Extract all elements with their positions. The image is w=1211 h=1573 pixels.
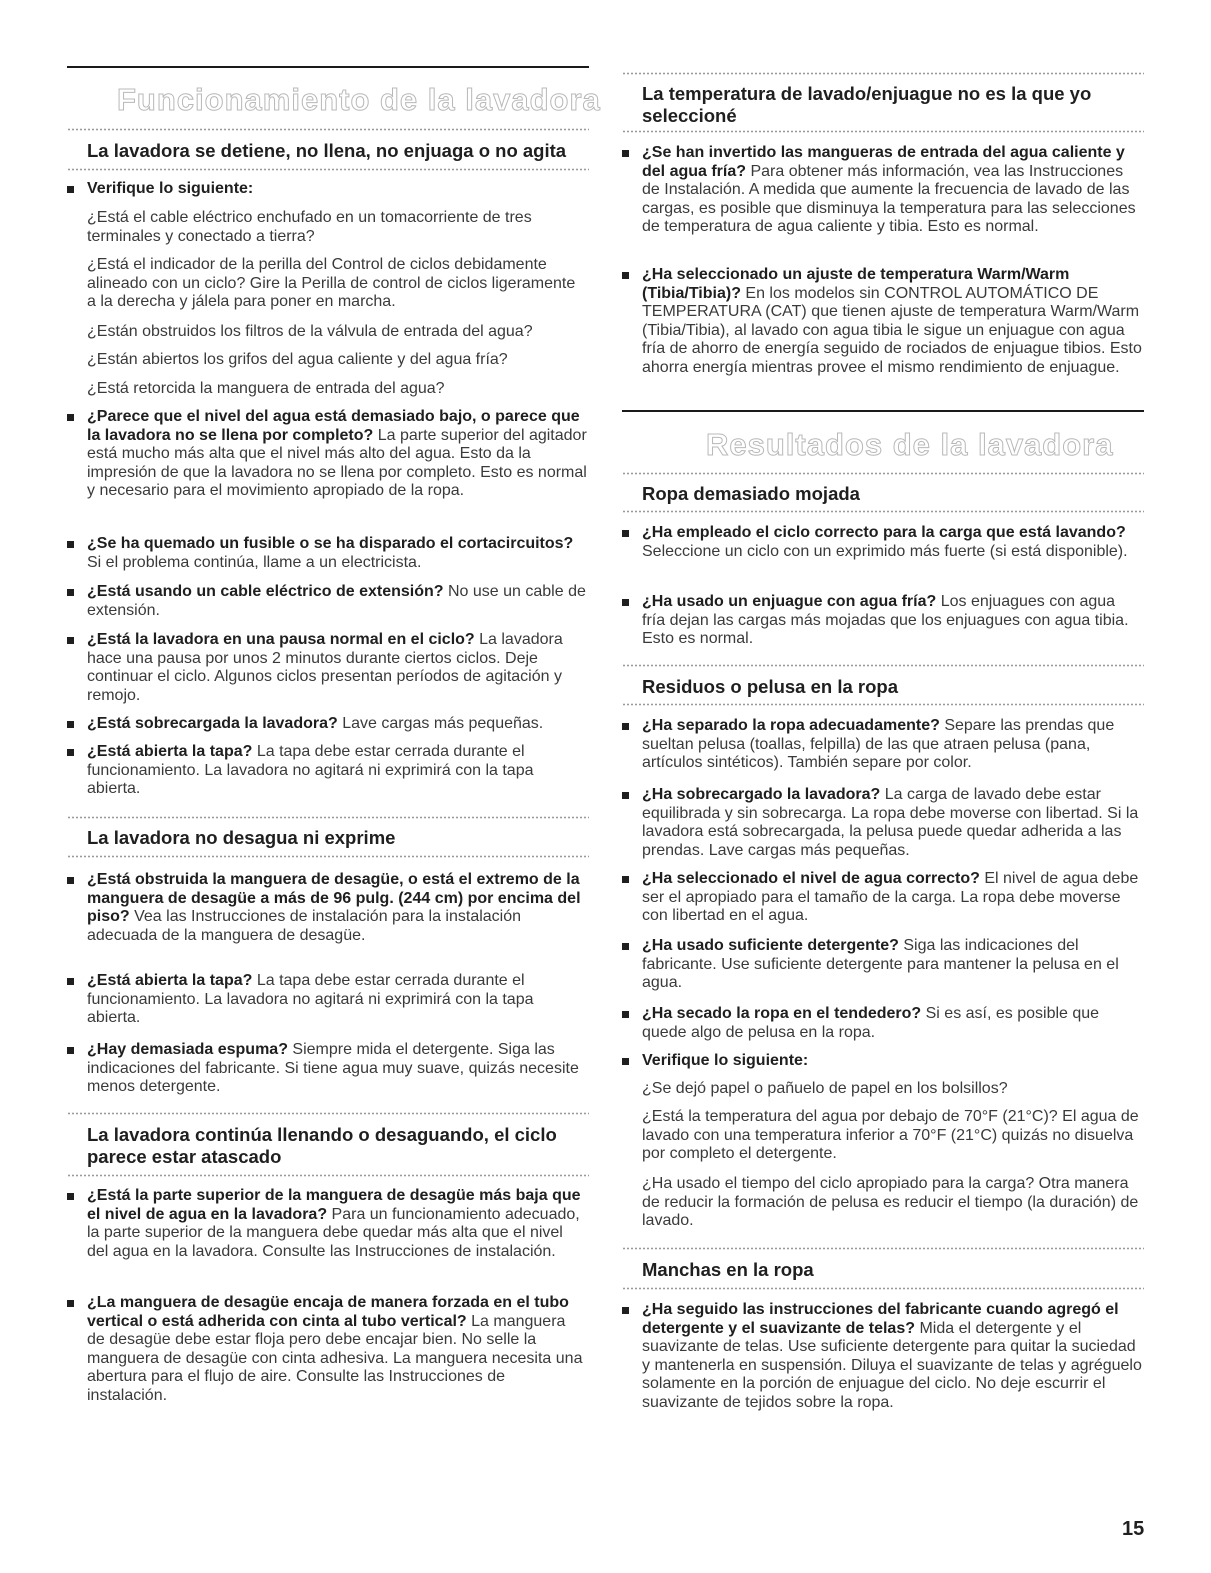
list-item: ¿Se ha quemado un fusible o se ha disparado el cortacircuitos? Si el problema continúa, llame a un electricista. bbox=[87, 535, 574, 571]
list-item: ¿Está la lavadora en una pausa normal en el ciclo? La lavadora hace una pausa por unos 2 minutos durante ciertos ciclos. Deje continuar el ciclo. Algunos ciclos presentan períodos de agitación y remojo. bbox=[87, 631, 563, 704]
bullet-icon bbox=[67, 1193, 74, 1200]
bullet-icon bbox=[67, 978, 74, 985]
list-item: ¿Se han invertido las mangueras de entrada del agua caliente y del agua fría? Para obtener más información, vea las Instrucciones de Instalación. A medida que aumente la frecuencia de lavado de las cargas, es posible que disminuya la temperatura para las selecciones de temperatura de agua caliente y tibia. Esto es normal. bbox=[642, 144, 1136, 236]
section-rule bbox=[622, 410, 1144, 412]
check-item: ¿Están abiertos los grifos del agua caliente y del agua fría? bbox=[87, 351, 508, 368]
bullet-icon bbox=[67, 414, 74, 421]
dotted-divider bbox=[622, 1287, 1144, 1290]
check-item: ¿Está el cable eléctrico enchufado en un tomacorriente de tres terminales y conectado a tierra? bbox=[87, 209, 532, 245]
list-item: ¿Hay demasiada espuma? Siempre mida el detergente. Siga las indicaciones del fabricante. Si tiene agua muy suave, quizás necesite menos detergente. bbox=[87, 1041, 579, 1096]
bullet-icon bbox=[622, 876, 629, 883]
dotted-divider bbox=[67, 1174, 589, 1177]
bullet-icon bbox=[622, 792, 629, 799]
dotted-divider bbox=[622, 703, 1144, 706]
bullet-icon bbox=[67, 877, 74, 884]
page-number: 15 bbox=[1122, 1518, 1145, 1540]
bullet-icon bbox=[622, 1307, 629, 1314]
bullet-icon bbox=[622, 150, 629, 157]
dotted-divider bbox=[67, 816, 589, 819]
list-item: ¿Parece que el nivel del agua está demasiado bajo, o parece que la lavadora no se llena por completo? La parte superior del agitador está mucho más alta que el nivel más alto del agua. Esto da la impresión de que la lavadora no se llena por completo. Esto es normal y necesario para el movimiento apropiado de la ropa. bbox=[87, 408, 587, 500]
list-item: ¿Ha separado la ropa adecuadamente? Separe las prendas que sueltan pelusa (toallas, felpilla) de las que atraen pelusa (pana, artículos sintéticos). También separe por color. bbox=[642, 717, 1115, 772]
bullet-icon bbox=[67, 721, 74, 728]
section-rule bbox=[67, 66, 589, 68]
bullet-icon bbox=[67, 1300, 74, 1307]
list-item: ¿La manguera de desagüe encaja de manera forzada en el tubo vertical o está adherida con cinta al tubo vertical? La manguera de desagüe debe estar floja pero debe encajar bien. No selle la manguera de desagüe con cinta adhesiva. La manguera necesita una abertura para el flujo de aire. Consulte las Instrucciones de instalación. bbox=[87, 1294, 583, 1404]
subsection-title: Residuos o pelusa en la ropa bbox=[642, 676, 898, 697]
section-title-funcionamiento: Funcionamiento de la lavadora bbox=[117, 82, 601, 117]
check-item: ¿Está retorcida la manguera de entrada del agua? bbox=[87, 380, 445, 397]
dotted-divider bbox=[622, 72, 1144, 75]
list-item: ¿Ha sobrecargado la lavadora? La carga de lavado debe estar equilibrada y sin sobrecarga. La ropa debe moverse con libertad. Si la lavadora está sobrecargada, la pelusa puede quedar adherida a las prendas. Lave cargas más pequeñas. bbox=[642, 786, 1139, 859]
list-item: ¿Ha usado suficiente detergente? Siga las indicaciones del fabricante. Use suficiente detergente para mantener la pelusa en el agua. bbox=[642, 937, 1119, 992]
list-item: ¿Está obstruida la manguera de desagüe, o está el extremo de la manguera de desagüe a más de 96 pulg. (244 cm) por encima del piso? Vea las Instrucciones de instalación para la instalación adecuada de la manguera de desagüe. bbox=[87, 871, 581, 944]
bullet-icon bbox=[622, 599, 629, 606]
list-item: ¿Está usando un cable eléctrico de extensión? No use un cable de extensión. bbox=[87, 583, 586, 619]
list-item: ¿Ha seleccionado un ajuste de temperatura Warm/Warm (Tibia/Tibia)? En los modelos sin CONTROL AUTOMÁTICO DE TEMPERATURA (CAT) que tienen ajuste de temperatura Warm/Warm (Tibia/Tibia), al lavado con agua tibia le sigue un enjuague con agua fría de ahorro de energía seguido de rociados de enjuague tibios. Esto ahorra energía mientras provee el mismo rendimiento de enjuague. bbox=[642, 266, 1142, 376]
dotted-divider bbox=[622, 664, 1144, 667]
section-title-resultados: Resultados de la lavadora bbox=[706, 427, 1114, 462]
list-item: Verifique lo siguiente: bbox=[87, 180, 254, 197]
check-item: ¿Se dejó papel o pañuelo de papel en los bolsillos? bbox=[642, 1080, 1008, 1097]
check-item: ¿Están obstruidos los filtros de la válvula de entrada del agua? bbox=[87, 323, 533, 340]
list-item: ¿Está la parte superior de la manguera de desagüe más baja que el nivel de agua en la lavadora? Para un funcionamiento adecuado, la parte superior de la manguera debe quedar más alta que el nivel del agua en la lavadora. Consulte las Instrucciones de instalación. bbox=[87, 1187, 581, 1260]
list-item: ¿Está sobrecargada la lavadora? Lave cargas más pequeñas. bbox=[87, 715, 544, 732]
check-item: ¿Ha usado el tiempo del ciclo apropiado para la carga? Otra manera de reducir la formación de pelusa es reducir el tiempo (la duración) de lavado. bbox=[642, 1175, 1139, 1230]
subsection-title: La lavadora no desagua ni exprime bbox=[87, 827, 396, 848]
subsection-title: La lavadora se detiene, no llena, no enjuaga o no agita bbox=[87, 140, 567, 161]
list-item: ¿Ha empleado el ciclo correcto para la carga que está lavando? Seleccione un ciclo con un exprimido más fuerte (si está disponible). bbox=[642, 524, 1128, 560]
subsection-title: La lavadora continúa llenando o desaguando, el ciclo parece estar atascado bbox=[87, 1124, 557, 1167]
list-item: ¿Ha usado un enjuague con agua fría? Los enjuagues con agua fría dejan las cargas más mojadas que los enjuagues con agua tibia. Esto es normal. bbox=[642, 593, 1129, 648]
bullet-icon bbox=[67, 749, 74, 756]
dotted-divider bbox=[622, 510, 1144, 513]
dotted-divider bbox=[622, 472, 1144, 475]
bullet-icon bbox=[622, 272, 629, 279]
bullet-icon bbox=[622, 530, 629, 537]
bullet-icon bbox=[622, 1011, 629, 1018]
list-item: ¿Está abierta la tapa? La tapa debe estar cerrada durante el funcionamiento. La lavadora no agitará ni exprimirá con la tapa abierta. bbox=[87, 743, 534, 798]
list-item: Verifique lo siguiente: bbox=[642, 1052, 809, 1069]
subsection-title: Ropa demasiado mojada bbox=[642, 483, 860, 504]
bullet-icon bbox=[67, 637, 74, 644]
list-item: ¿Ha seguido las instrucciones del fabricante cuando agregó el detergente y el suavizante de telas? Mida el detergente y el suavizante de telas. Use suficiente detergente para quitar la suciedad y mantenerla en suspensión. Diluya el suavizante de telas y agréguelo solamente en la porción de enjuague del ciclo. No deje escurrir el suavizante de tejidos sobre la ropa. bbox=[642, 1301, 1142, 1411]
list-item: ¿Ha secado la ropa en el tendedero? Si es así, es posible que quede algo de pelusa en la ropa. bbox=[642, 1005, 1100, 1041]
dotted-divider bbox=[67, 128, 589, 131]
dotted-divider bbox=[67, 168, 589, 171]
bullet-icon bbox=[622, 943, 629, 950]
check-item: ¿Está el indicador de la perilla del Control de ciclos debidamente alineado con un ciclo? Gire la Perilla de control de ciclos ligeramente a la derecha y jálela para poner en marcha. bbox=[87, 256, 576, 311]
check-item: ¿Está la temperatura del agua por debajo de 70°F (21°C)? El agua de lavado con una temperatura inferior a 70°F (21°C) quizás no disuelva por completo el detergente. bbox=[642, 1108, 1139, 1163]
bullet-icon bbox=[622, 1058, 629, 1065]
bullet-icon bbox=[67, 589, 74, 596]
bullet-icon bbox=[622, 723, 629, 730]
dotted-divider bbox=[67, 855, 589, 858]
subsection-title: Manchas en la ropa bbox=[642, 1259, 814, 1280]
list-item: ¿Ha seleccionado el nivel de agua correcto? El nivel de agua debe ser el apropiado para el tamaño de la carga. La ropa debe moverse con libertad en el agua. bbox=[642, 870, 1139, 925]
bullet-icon bbox=[67, 186, 74, 193]
dotted-divider bbox=[67, 1112, 589, 1115]
dotted-divider bbox=[622, 130, 1144, 133]
subsection-title: La temperatura de lavado/enjuague no es la que yo seleccioné bbox=[642, 83, 1092, 126]
bullet-icon bbox=[67, 1047, 74, 1054]
list-item: ¿Está abierta la tapa? La tapa debe estar cerrada durante el funcionamiento. La lavadora no agitará ni exprimirá con la tapa abierta. bbox=[87, 972, 534, 1027]
dotted-divider bbox=[622, 1247, 1144, 1250]
bullet-icon bbox=[67, 541, 74, 548]
